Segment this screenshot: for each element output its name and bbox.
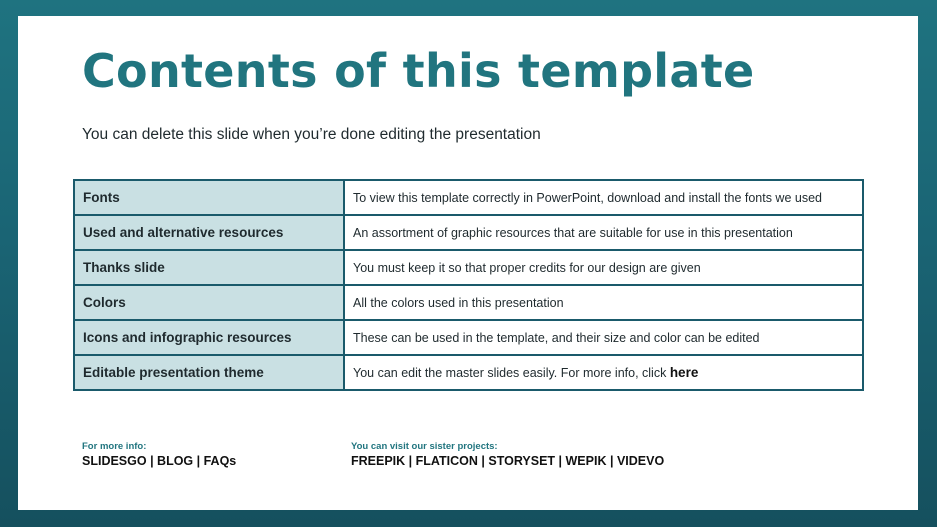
separator: | [606,454,617,468]
table-row [74,285,863,320]
footer-info-links [82,454,236,468]
freepik-link[interactable]: FREEPIK [351,454,406,468]
separator: | [193,454,204,468]
here-link[interactable]: here [669,365,699,380]
footer-sister-label: You can visit our sister projects: [351,441,498,452]
row-value-fonts: To view this template correctly in PowerPoint, download and install the fonts we used [344,180,863,215]
row-value-resources: An assortment of graphic resources that are suitable for use in this presentation [344,215,863,250]
row-key-fonts: Fonts [74,180,344,215]
row-key-colors: Colors [74,285,344,320]
table-row [74,250,863,285]
row-value-icons: These can be used in the template, and their size and color can be edited [344,320,863,355]
contents-table [73,179,864,391]
footer-info-label: For more info: [82,441,147,452]
separator: | [146,454,158,468]
table-row [74,320,863,355]
table-row [74,215,863,250]
row-key-thanks: Thanks slide [74,250,344,285]
separator: | [477,454,489,468]
row-key-theme: Editable presentation theme [74,355,344,390]
blog-link[interactable]: BLOG [157,454,194,468]
row-value-theme [344,355,863,390]
table-row [74,355,863,390]
row-value-colors: All the colors used in this presentation [344,285,863,320]
slide-title: Contents of this template [82,44,755,98]
faqs-link[interactable]: FAQs [203,454,237,468]
separator: | [555,454,566,468]
row-value-theme-text: You can edit the master slides easily. For more info, click [353,366,670,380]
slidesgo-link[interactable]: SLIDESGO [82,454,147,468]
flaticon-link[interactable]: FLATICON [415,454,478,468]
table-row [74,180,863,215]
wepik-link[interactable]: WEPIK [565,454,607,468]
storyset-link[interactable]: STORYSET [488,454,556,468]
row-key-icons: Icons and infographic resources [74,320,344,355]
slide-subtitle: You can delete this slide when you’re done editing the presentation [82,126,541,143]
slide-canvas [18,16,918,510]
separator: | [405,454,416,468]
row-value-thanks: You must keep it so that proper credits for our design are given [344,250,863,285]
footer-sister-links [351,454,664,468]
videvo-link[interactable]: VIDEVO [616,454,665,468]
row-key-resources: Used and alternative resources [74,215,344,250]
